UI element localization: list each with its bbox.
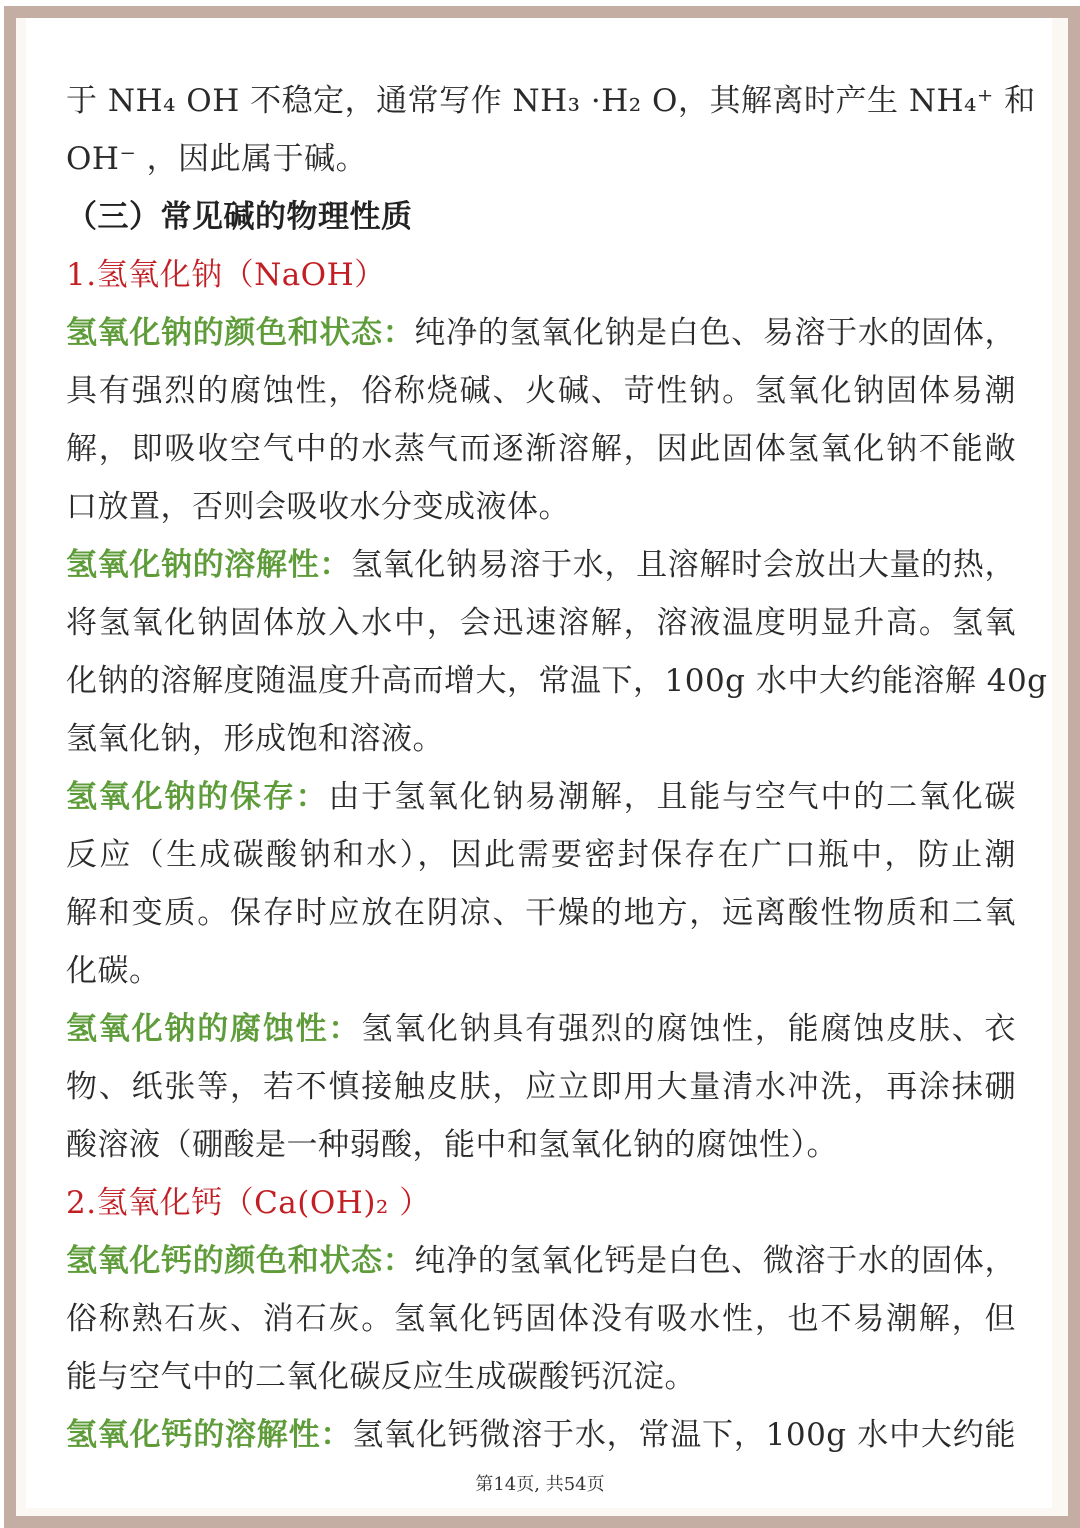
paragraph-first-line: [66, 1000, 1016, 1058]
text-run: 氢氧化钠具有强烈的腐蚀性，能腐蚀皮肤、衣: [361, 1011, 1017, 1047]
naoh-corrosive-label: 氢氧化钠的腐蚀性：: [66, 1011, 362, 1047]
text-run: 纯净的氢氧化钠是白色、易溶于水的固体，: [414, 315, 1017, 351]
text-line: 能与空气中的二氧化碳反应生成碳酸钙沉淀。: [66, 1359, 696, 1395]
text-line: 解，即吸收空气中的水蒸气而逐渐溶解，因此固体氢氧化钠不能敞: [66, 431, 1016, 467]
text-run: 氢氧化钙微溶于水，常温下，100g 水中大约能: [352, 1417, 1017, 1453]
intro-line-1: 于 NH₄ OH 不稳定，通常写作 NH₃ ·H₂ O，其解离时产生 NH₄⁺ 和: [66, 83, 1036, 119]
document-body: [66, 72, 1048, 1464]
text-line: 反应（生成碳酸钠和水），因此需要密封保存在广口瓶中，防止潮: [66, 837, 1016, 873]
text-run: 纯净的氢氧化钙是白色、微溶于水的固体，: [414, 1243, 1017, 1279]
section-title: （三）常见碱的物理性质: [66, 199, 413, 235]
page-number: 第14页, 共54页: [475, 1474, 605, 1495]
text-line: 解和变质。保存时应放在阴凉、干燥的地方，远离酸性物质和二氧: [66, 895, 1016, 931]
text-line: 俗称熟石灰、消石灰。氢氧化钙固体没有吸水性，也不易潮解，但: [66, 1301, 1016, 1337]
text-line: 具有强烈的腐蚀性，俗称烧碱、火碱、苛性钠。氢氧化钠固体易潮: [66, 373, 1016, 409]
text-line: 化碳。: [66, 953, 161, 989]
naoh-title: 1.氢氧化钠（NaOH）: [66, 257, 386, 293]
naoh-solubility-label: 氢氧化钠的溶解性：: [66, 547, 352, 583]
text-run: 氢氧化钠易溶于水，且溶解时会放出大量的热，: [351, 547, 1017, 583]
text-run: 由于氢氧化钠易潮解，且能与空气中的二氧化碳: [328, 779, 1017, 815]
text-line: 化钠的溶解度随温度升高而增大，常温下，100g 水中大约能溶解 40g: [66, 663, 1048, 699]
caoh-color-state-label: 氢氧化钙的颜色和状态：: [66, 1243, 415, 1279]
paragraph-first-line: [66, 1406, 1016, 1464]
text-line: 氢氧化钠，形成饱和溶液。: [66, 721, 444, 757]
paragraph-first-line: [66, 768, 1016, 826]
text-line: 酸溶液（硼酸是一种弱酸，能中和氢氧化钠的腐蚀性）。: [66, 1127, 838, 1163]
paragraph-first-line: [66, 1232, 1016, 1290]
paragraph-first-line: [66, 536, 1016, 594]
intro-line-2: OH⁻ ，因此属于碱。: [66, 141, 368, 177]
naoh-storage-label: 氢氧化钠的保存：: [66, 779, 329, 815]
naoh-color-state-label: 氢氧化钠的颜色和状态：: [66, 315, 415, 351]
caoh-title: 2.氢氧化钙（Ca(OH)₂ ）: [66, 1185, 431, 1221]
paragraph-first-line: [66, 304, 1016, 362]
text-line: 口放置，否则会吸收水分变成液体。: [66, 489, 570, 525]
caoh-solubility-label: 氢氧化钙的溶解性：: [66, 1417, 353, 1453]
text-line: 物、纸张等，若不慎接触皮肤，应立即用大量清水冲洗，再涂抹硼: [66, 1069, 1016, 1105]
text-line: 将氢氧化钠固体放入水中，会迅速溶解，溶液温度明显升高。氢氧: [66, 605, 1016, 641]
